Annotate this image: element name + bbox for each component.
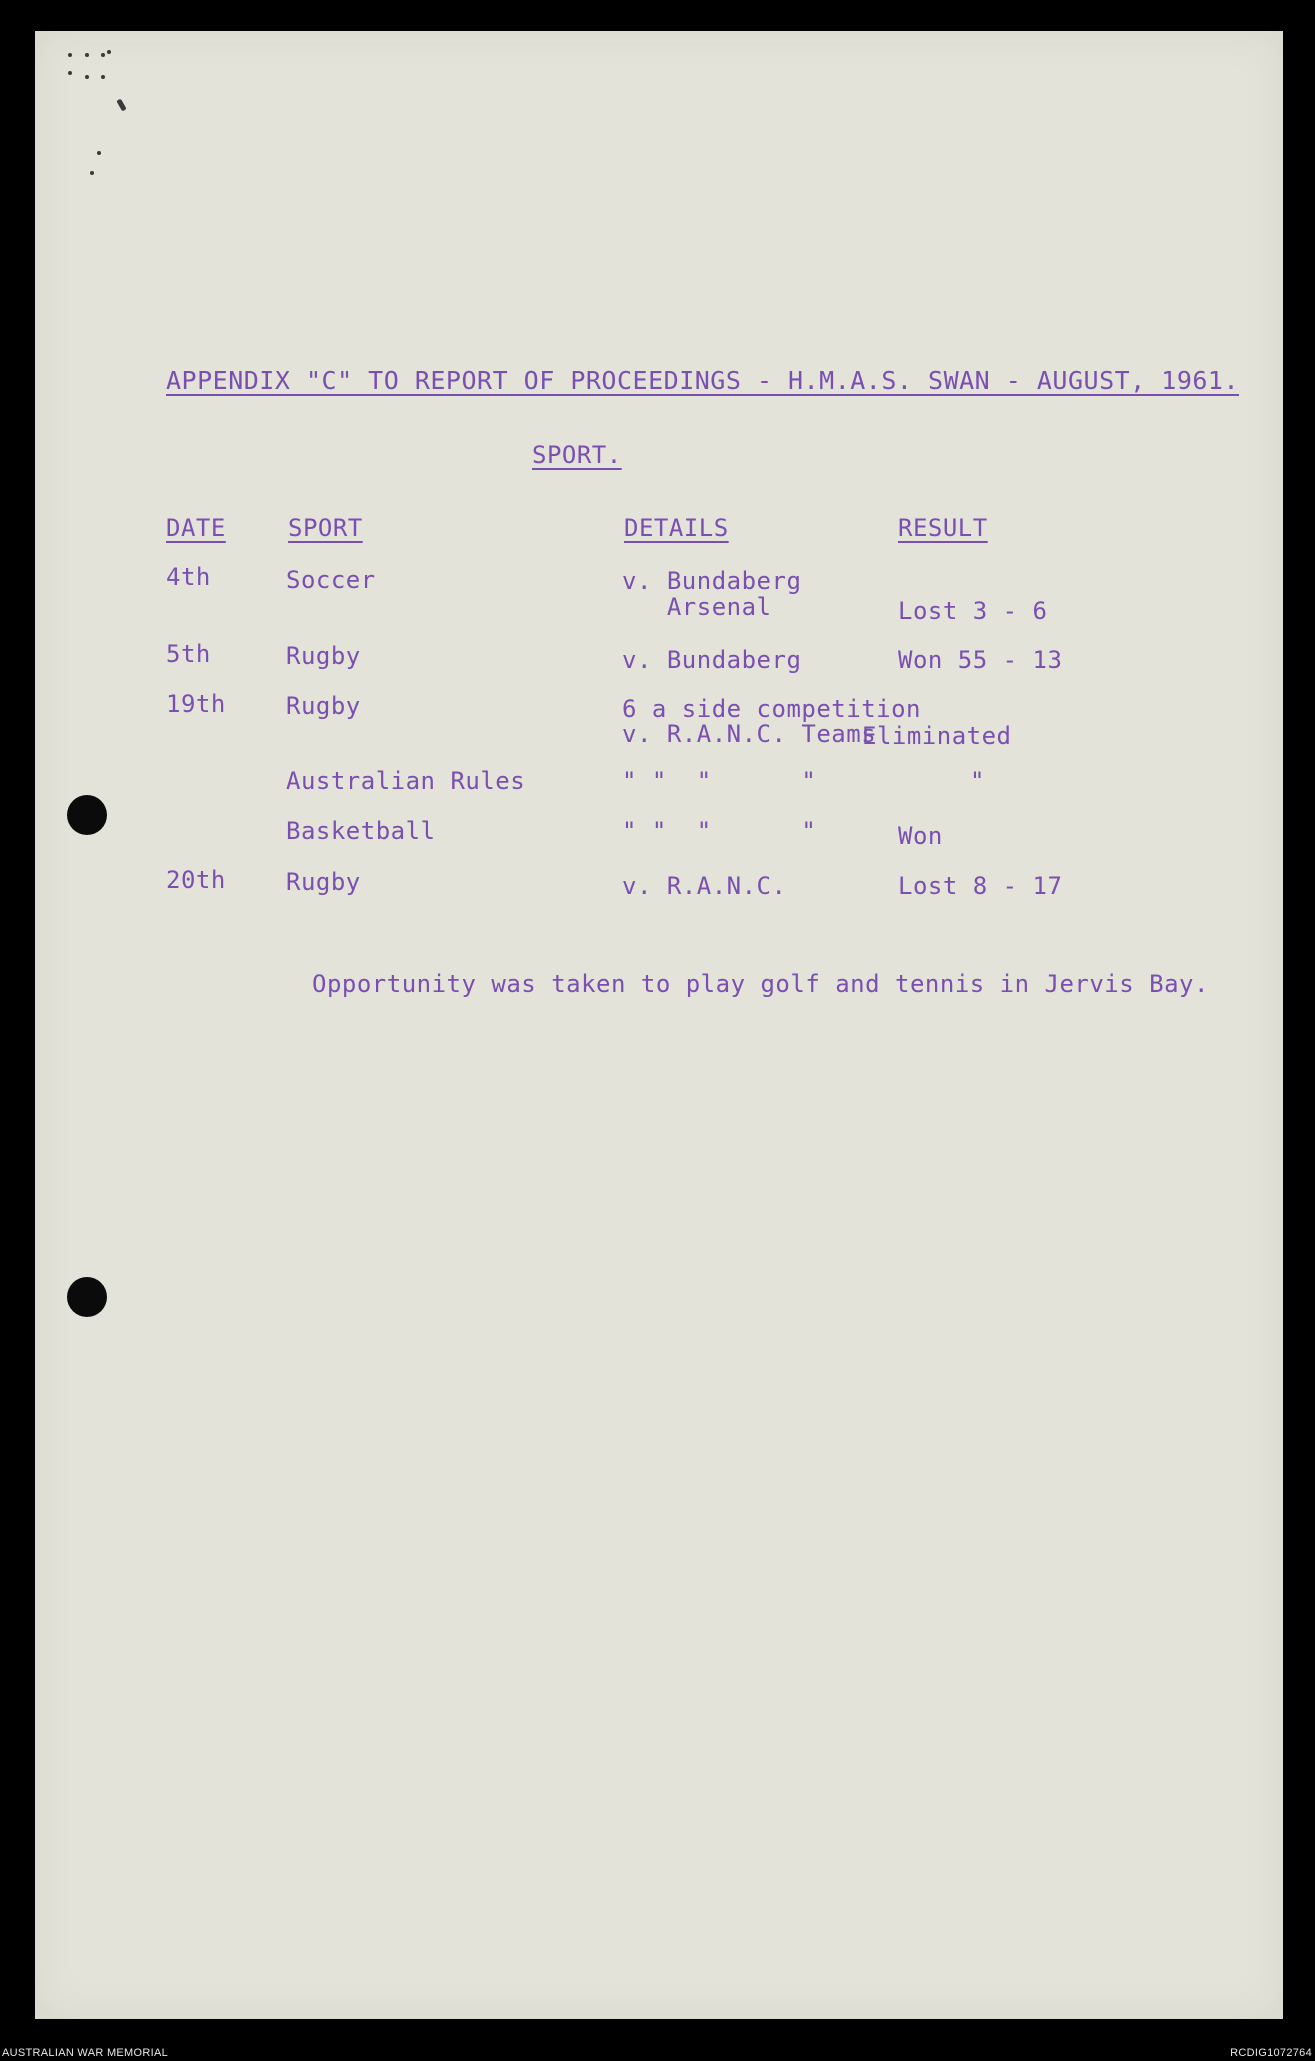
table-cell-result: Won 55 - 13 [898, 646, 1063, 674]
column-header-sport: SPORT [288, 514, 363, 542]
table-cell-result: Eliminated [862, 722, 1012, 750]
table-cell-details: v. Bundaberg Arsenal [622, 567, 802, 621]
record-id: RCDIG1072764 [1230, 2047, 1312, 2059]
table-cell-result: Lost 8 - 17 [898, 872, 1063, 900]
table-cell-sport: Rugby [286, 692, 361, 720]
column-header-date: DATE [166, 514, 226, 542]
table-cell-sport: Rugby [286, 868, 361, 896]
pin-mark [68, 71, 72, 75]
column-header-details: DETAILS [624, 514, 729, 542]
document-page [35, 31, 1283, 2019]
table-cell-details: 6 a side competition v. R.A.N.C. Teams [622, 695, 921, 748]
closing-note: Opportunity was taken to play golf and tennis in Jervis Bay. [312, 970, 1209, 998]
pin-mark [97, 151, 101, 155]
table-cell-result: " [970, 767, 985, 795]
table-cell-details: v. R.A.N.C. [622, 872, 787, 900]
pin-mark [90, 171, 94, 175]
punch-hole [67, 1277, 107, 1317]
table-cell-date: 20th [166, 866, 226, 894]
column-header-result: RESULT [898, 514, 988, 542]
table-cell-date: 4th [166, 563, 211, 591]
pin-mark [101, 75, 105, 79]
pin-mark [85, 75, 89, 79]
table-cell-sport: Rugby [286, 642, 361, 670]
table-cell-sport: Basketball [286, 817, 436, 845]
pin-mark [101, 53, 105, 57]
table-cell-result: Lost 3 - 6 [898, 597, 1048, 625]
pin-mark [68, 53, 72, 57]
pin-mark [85, 53, 89, 57]
punch-hole [67, 795, 107, 835]
pin-mark [107, 50, 111, 54]
table-cell-details: v. Bundaberg [622, 646, 802, 674]
table-cell-date: 5th [166, 640, 211, 668]
section-heading: SPORT. [532, 441, 622, 469]
table-cell-result: Won [898, 822, 943, 850]
table-cell-date: 19th [166, 690, 226, 718]
pin-mark [116, 99, 126, 112]
table-cell-sport: Soccer [286, 566, 376, 594]
table-cell-details: " " " " [622, 817, 817, 845]
table-cell-sport: Australian Rules [286, 767, 526, 795]
table-cell-details: " " " " [622, 767, 817, 795]
document-title: APPENDIX "C" TO REPORT OF PROCEEDINGS - H.M.A.S. SWAN - AUGUST, 1961. [166, 366, 1240, 395]
archive-caption: AUSTRALIAN WAR MEMORIAL [2, 2047, 169, 2059]
